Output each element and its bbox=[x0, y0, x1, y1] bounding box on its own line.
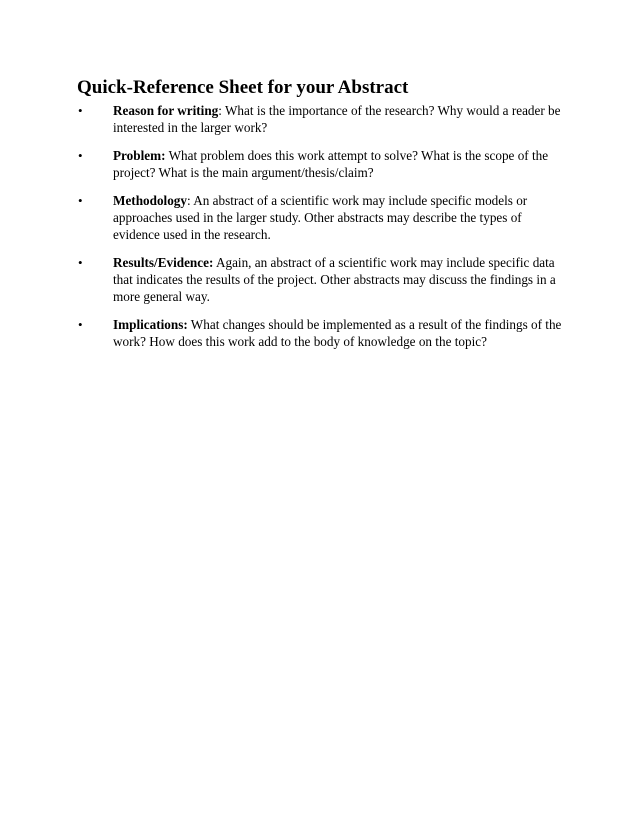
item-text: What changes should be implemented as a result of the findings of the work? How does this work add to the body of knowledge on the topic? bbox=[113, 317, 562, 349]
item-text: What problem does this work attempt to solve? What is the scope of the project? What is the main argument/thesis/claim? bbox=[113, 148, 549, 180]
item-label: Reason for writing bbox=[113, 103, 219, 118]
item-label: Methodology bbox=[113, 193, 187, 208]
list-item-results-evidence bbox=[0, 254, 638, 305]
list-item-methodology bbox=[0, 192, 638, 243]
item-label: Implications: bbox=[113, 317, 188, 332]
bullet-icon: • bbox=[78, 148, 83, 163]
item-text: Again, an abstract of a scientific work may include specific data that indicates the results of the project. Other abstracts may discuss the findings in a more general way. bbox=[113, 255, 556, 304]
item-separator: : bbox=[187, 193, 194, 208]
item-separator: : bbox=[218, 103, 225, 118]
bullet-icon: • bbox=[78, 193, 83, 208]
document-title: Quick-Reference Sheet for your Abstract bbox=[77, 77, 409, 98]
item-label: Results/Evidence: bbox=[113, 255, 214, 270]
bullet-icon: • bbox=[78, 317, 83, 332]
list-item-problem bbox=[0, 147, 638, 181]
abstract-checklist bbox=[0, 102, 638, 361]
item-text: An abstract of a scientific work may include specific models or approaches used in the larger study. Other abstracts may describe the types of evidence used in the research. bbox=[113, 193, 528, 242]
list-item-implications bbox=[0, 316, 638, 350]
bullet-icon: • bbox=[78, 103, 83, 118]
list-item-reason-for-writing bbox=[0, 102, 638, 136]
bullet-icon: • bbox=[78, 255, 83, 270]
item-text: What is the importance of the research? Why would a reader be interested in the larger work? bbox=[113, 103, 561, 135]
item-label: Problem: bbox=[113, 148, 166, 163]
